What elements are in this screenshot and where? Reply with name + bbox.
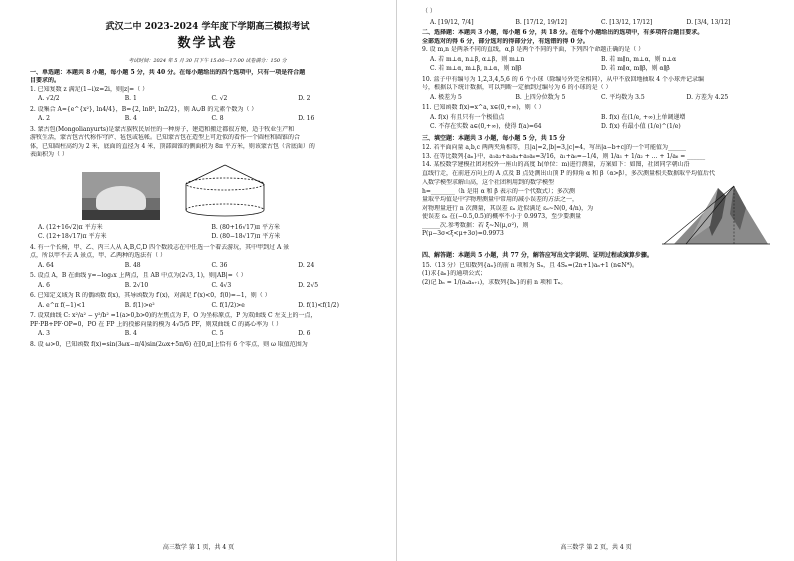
- q2-option-d: D. 16: [298, 115, 315, 123]
- q1-option-a: A. √2/2: [38, 95, 60, 103]
- q7-line: 7. 设双曲线 C: x²/a² − y²/b² =1(a>0,b>0)的左焦点为 F，O 为坐标原点，P 为双曲线 C 左支上的一点，: [30, 312, 317, 320]
- q3-option-d: D. (80−18√17)π 平方米: [211, 233, 281, 241]
- q3-option-a: A. (12+16√2)π 平方米: [38, 223, 103, 231]
- q6-option-c: C. f(1/2)>e: [211, 301, 245, 309]
- q2-stem: 2. 设集合 A={e^{x²}, ln4/4}，B={2, ln8³, ln2/2}，则 A∪B 的元素个数为（ ）: [30, 105, 258, 113]
- q6-option-a: A. e^π f(−1)<1: [38, 301, 86, 309]
- page-footer-right: 高三数学 第 2 页，共 4 页: [560, 543, 632, 551]
- q2-option-a: A. 2: [38, 115, 50, 123]
- q5-option-d: D. 2√5: [298, 281, 319, 289]
- q8-option-d: D. [3/4, 13/12]: [686, 18, 731, 26]
- q3-option-c: C. (12+18√17)π 平方米: [38, 233, 107, 241]
- q14-line: P(μ−3σ<ξ<μ+3σ)=0.9973: [422, 230, 504, 237]
- q7-option-c: C. 5: [211, 330, 224, 338]
- section-1-heading-2: 目要求的。: [30, 77, 61, 85]
- q5-options: [38, 282, 385, 290]
- q5-stem: 5. 设点 A，B 在曲线 y=−log₃x 上两点，且 AB 中点为(2√3, 1)，则|AB|=（ ）: [30, 272, 247, 280]
- q1-options: [38, 95, 385, 103]
- q14-line: 入数学模型求解山高，这个社团利用到的数学模型: [422, 179, 555, 186]
- q5-option-c: C. 4√3: [211, 281, 232, 289]
- q7-option-b: B. 4: [124, 330, 137, 338]
- q9-options: [430, 56, 772, 73]
- q3-line: 体，已知圆柱高约为 2 米，底面的直径为 4 米，顶部圆锥的侧面积为 8π 平方米，则该蒙古包（含底面）的: [30, 142, 315, 150]
- q8-option-a: A. [19/12, 7/4]: [430, 18, 474, 26]
- q14-line: 直线行走，在前进方向上的 A 点及 B 点处测出山顶 P 的仰角 α 和 β（α>β），多次测量相关数据取平均值后代: [422, 169, 716, 177]
- q3-line: 3. 蒙古包(Mongolianyurts)是蒙古族牧民居住的一种房子，建造和搬迁都很方便，适于牧业生产和: [30, 125, 295, 133]
- q11-option-d: D. f(x) 有最小值 (1/e)^(1/e): [601, 123, 681, 130]
- q3-line: 表面积为（ ）: [30, 151, 68, 159]
- q9-stem: 9. 设 m,n 是两条不同的直线，α,β 是两个不同的平面，下列四个命题正确的是（ ）: [422, 46, 645, 53]
- q13-stem: 13. 在等比数列{aₙ}中，a₁a₂+a₃a₄+a₅a₆=3/16，a₁+a₆=−1/4，则 1/a₁ + 1/a₂ + … + 1/a₆ = ______: [422, 152, 706, 160]
- q8-bracket: （ ）: [422, 8, 436, 15]
- page-divider: [396, 0, 397, 561]
- q3-figures: [82, 162, 385, 220]
- page-footer-left: 高三数学 第 1 页，共 4 页: [162, 543, 235, 551]
- q2-option-b: B. 4: [124, 115, 137, 123]
- q10-line: 10. 盒子中有编号为 1,2,3,4,5,6 的 6 个小球（除编号外完全相同），从中不放回地抽取 4 个小球并记录编: [422, 75, 704, 83]
- q3-options: [38, 224, 385, 241]
- q8-stem: 8. 设 ω>0，已知函数 f(x)=sin(3ωx−π/4)sin(2ωx+5π/6) 在[0,π]上恰有 6 个零点，则 ω 取值范围为: [30, 340, 308, 348]
- q7-options: [38, 330, 385, 338]
- q3-option-b: B. (80+16√17)π 平方米: [211, 223, 281, 231]
- q11-option-a: A. f(x) 有且只有一个极值点: [430, 113, 505, 121]
- q11-options: [430, 114, 772, 131]
- q6-option-d: D. f(1)<f(1/2): [298, 301, 339, 309]
- q14-block: [422, 178, 772, 248]
- mountain-figure: [660, 178, 772, 248]
- q14-line: h=________（h 是用 α 和 β 表示的一个代数式）；多次测: [422, 187, 575, 195]
- q14-line: 量取平均值是中学物理测量中常用的减小误差的方法之一，: [422, 196, 579, 203]
- q11-stem: 11. 已知函数 f(x)=x^a, x∈(0,+∞)，则（ ）: [422, 104, 545, 111]
- q4-option-c: C. 36: [211, 261, 228, 269]
- q2-option-c: C. 8: [211, 115, 224, 123]
- section-1-heading: 一、单选题：本题共 8 小题，每小题 5 分，共 40 分。在每小题给出的四个选项中，只有一项是符合题: [30, 68, 306, 76]
- q15-line: 15.（13 分）已知数列{aₙ}的前 n 项和为 Sₙ，且 4Sₙ=(2n+1)aₙ+1 (n∈N*)。: [422, 261, 639, 269]
- exam-title: 武汉二中 2023-2024 学年度下学期高三模拟考试: [105, 22, 310, 32]
- q10-line: 号，根据以下统计数据，可以判断一定抽到过编号为 6 的小球的是（ ）: [422, 84, 612, 91]
- q7-line: PF·PB+PF·OP=0，PO 在 FP 上的投影向量的模为 4√5/5 PF，则双曲线 C 的离心率为（ ）: [30, 320, 282, 328]
- q10-options: [430, 94, 772, 102]
- section-4-heading: 四、解答题：本题共 5 小题，共 77 分，解答应写出文字说明、证明过程或演算步骤。: [422, 252, 653, 259]
- section-3-heading: 三、填空题：本题共 3 小题，每小题 5 分，共 15 分: [422, 134, 566, 142]
- yurt-photo: [82, 172, 160, 220]
- q1-stem: 1. 已知复数 z 满足(1−i)z=2i，则|z|=（ ）: [30, 85, 149, 93]
- q4-option-b: B. 48: [124, 261, 141, 269]
- q4-option-a: A. 64: [38, 261, 54, 269]
- q5-option-a: A. 6: [38, 281, 50, 289]
- q10-option-d: D. 方差为 4.25: [686, 93, 729, 101]
- q12-stem: 12. 若平面向量 a,b,c 两两夹角相等，且|a|=2,|b|=3,|c|=4，写出|a−b+c|的一个可能值为______: [422, 144, 686, 151]
- q1-option-c: C. √2: [211, 95, 228, 103]
- q14-line: 使误差 εₙ 在(−0.5,0.5)的概率不小于 0.9973，至少要测量: [422, 213, 582, 220]
- q3-line: 游牧生活，蒙古包古代称作穹庐、毡包或毡帐。已知蒙古包在造型上可近似的看作一个圆柱和圆锥的合: [30, 134, 301, 142]
- page-right: [398, 0, 794, 561]
- q15-line: (1)求{aₙ}的通项公式；: [422, 270, 487, 277]
- q6-option-b: B. f(1)>e²: [124, 301, 155, 309]
- q11-option-b: B. f(x) 在(1/e, +∞)上单调递增: [601, 113, 686, 121]
- q2-options: [38, 115, 385, 123]
- q8-options: [430, 19, 772, 27]
- q4-option-d: D. 24: [298, 261, 315, 269]
- section-2-heading: 二、选择题：本题共 3 小题，每小题 6 分，共 18 分。在每个小题给出的选项中，有多项符合题目要求。: [422, 29, 704, 36]
- section-2-heading-2: 全部选对的得 6 分，部分选对的得部分分，有选错的得 0 分。: [422, 37, 589, 45]
- cone-cylinder-diagram: [180, 162, 270, 220]
- q6-stem: 6. 已知定义域为 R 的偶函数 f(x)，其导函数为 f′(x)，对满足 f′(x)<0，f(0)=−1，则（ ）: [30, 292, 271, 300]
- q14-line: 对物理量进行 n 次测量，其误差 εₙ 近似满足 εₙ~N(0, 4/n)，为: [422, 204, 594, 212]
- q5-option-b: B. 2√10: [124, 281, 149, 289]
- q9-option-d: D. 若 m∥α, m∥β，则 α∥β: [601, 65, 670, 72]
- q4-line: 点，所以甲不去 A 景点，甲、乙两种的选法有（ ）: [30, 252, 167, 260]
- q10-option-b: B. 上四分位数为 5: [515, 93, 566, 101]
- q1-option-d: D. 2: [298, 95, 311, 103]
- q9-option-c: C. 若 m⊥α, m⊥β, n⊥α，则 n∥β: [430, 65, 522, 72]
- q10-option-c: C. 平均数为 3.5: [601, 93, 645, 101]
- q7-option-d: D. 6: [298, 330, 311, 338]
- exam-meta: 考试时间：2024 年 5 月 30 日下午 15:00—17:00 试卷满分：150 分: [128, 57, 287, 64]
- q9-option-b: B. 若 m∥n, m⊥α，则 n⊥α: [601, 55, 677, 63]
- q14-line: 14. 某校数学建模社团对校外一座山的高度 h(单位：m)进行测量，方案如下：如图，社团同学朝山沿: [422, 161, 690, 168]
- q8-option-b: B. [17/12, 19/12]: [515, 18, 567, 26]
- q15-line: (2)记 bₙ = 1/(aₙaₙ₊₁)，求数列{bₙ}的前 n 项和 Tₙ。: [422, 278, 567, 286]
- q10-option-a: A. 极差为 5: [430, 93, 462, 101]
- q8-option-c: C. [13/12, 17/12]: [601, 18, 653, 26]
- q4-line: 4. 有一个长椅，甲、乙、丙三人从 A,B,C,D 四个数段志在中任选一个着去游玩，其中甲到过 A 景: [30, 243, 290, 251]
- q6-options: [38, 302, 385, 310]
- q9-option-a: A. 若 m⊥α, n⊥β, α⊥β，则 m⊥n: [430, 55, 525, 63]
- q4-options: [38, 262, 385, 270]
- q7-option-a: A. 3: [38, 330, 50, 338]
- exam-subtitle: 数学试卷: [177, 36, 238, 52]
- q1-option-b: B. 1: [124, 95, 137, 103]
- q11-option-c: C. 不存在实数 a∈(0,+∞)，使得 f(a)=64: [430, 123, 542, 130]
- q14-line: ______次.参考数据：若 ξ~N(μ,σ²)，则: [422, 221, 529, 229]
